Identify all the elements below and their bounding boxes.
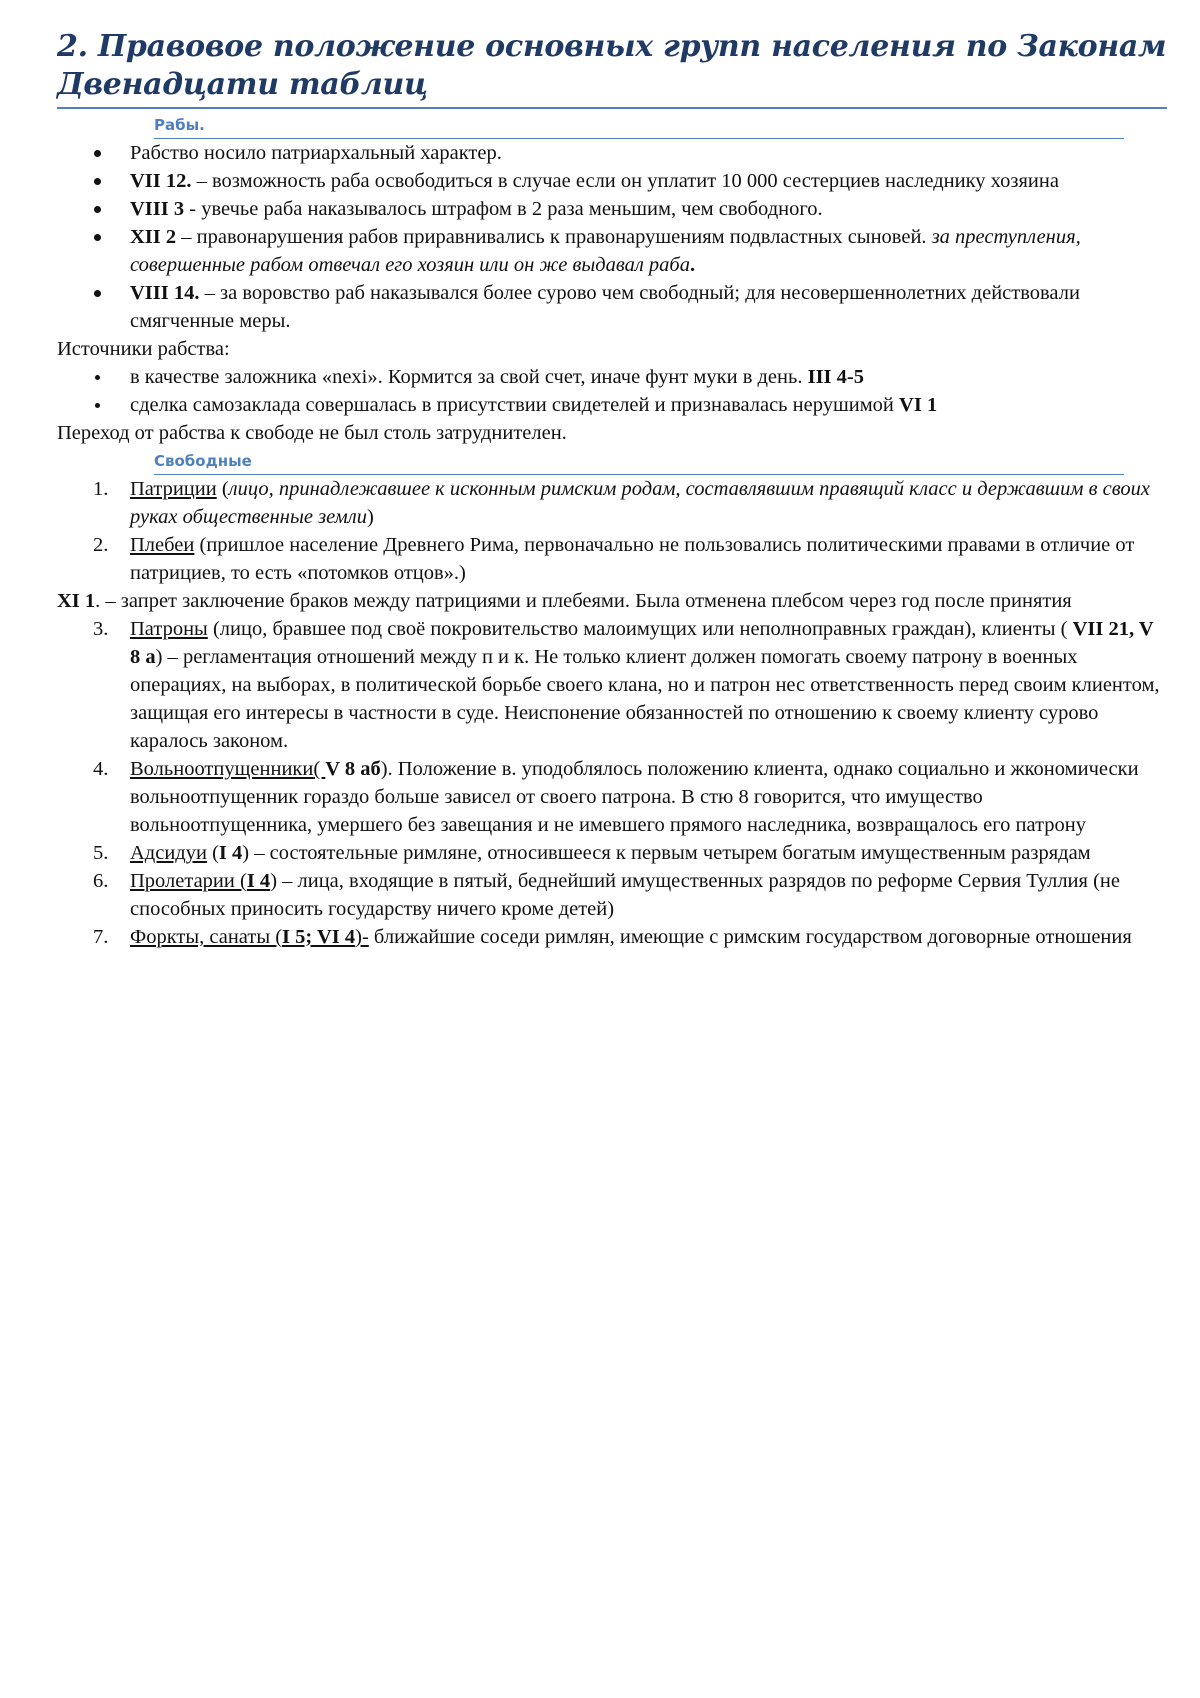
sources-list [57, 363, 1167, 419]
list-item: VIII 14. – за воровство раб наказывался более сурово чем свободный; для несовершеннолетних действовали смягченные меры. [57, 279, 1167, 335]
list-item: XII 2 – правонарушения рабов приравнивались к правонарушениям подвластных сыновей. за преступления, совершенные рабом отвечал его хозяин или он же выдавал раба. [57, 223, 1167, 279]
list-item: VII 12. – возможность раба освободиться в случае если он уплатит 10 000 сестерциев наследнику хозяина [57, 167, 1167, 195]
list-item: 4. Вольноотпущенники( V 8 аб). Положение в. уподоблялось положению клиента, однако социально и жкономически вольноотпущенник гораздо больше зависел от своего патрона. В стю 8 говорится, что имущество вольноотпущенника, умершего без завещания и не имевшего прямого наследника, возвращалось его патрону [93, 758, 1139, 836]
list-item: 7. Форкты, санаты (I 5; VI 4)- ближайшие соседи римлян, имеющие с римским государством договорные отношения [93, 926, 1132, 948]
list-item: Рабство носило патриархальный характер. [57, 139, 1167, 167]
list-item: VIII 3 - увечье раба наказывалось штрафом в 2 раза меньшим, чем свободного. [57, 195, 1167, 223]
section-heading-free: Свободные [154, 450, 1124, 475]
list-item: 5. Адсидуи (I 4) – состоятельные римляне, относившееся к первым четырем богатым имущественным разрядам [93, 842, 1091, 864]
free-list-b [57, 615, 1167, 951]
list-item: в качестве заложника «nexi». Кормится за свой счет, иначе фунт муки в день. III 4-5 [57, 363, 1167, 391]
list-item: сделка самозаклада совершалась в присутствии свидетелей и признавалась нерушимой VI 1 [57, 391, 1167, 419]
document-page [57, 28, 1167, 951]
xi-paragraph: XI 1. – запрет заключение браков между патрициями и плебеями. Была отменена плебсом через год после принятия [57, 590, 1072, 612]
list-item: 1. Патриции (лицо, принадлежавшее к исконным римским родам, составлявшим правящий класс и державшим в своих руках общественные земли) [93, 478, 1150, 528]
sources-label: Источники рабства: [57, 338, 230, 360]
slaves-list [57, 139, 1167, 335]
list-item: 3. Патроны (лицо, бравшее под своё покровительство малоимущих или неполноправных граждан), клиенты ( VII 21, V 8 а) – регламентация отношений между п и к. Не только клиент должен помогать своему патрону в военных операциях, на выборах, в политической борьбе своего клана, но и патрон нес ответственность перед своим клиентом, защищая его интересы в частности в суде. Неиспонение обязанностей по отношению к своему клиенту сурово каралось законом. [93, 618, 1160, 752]
list-item: 6. Пролетарии (I 4) – лица, входящие в пятый, беднейший имущественных разрядов по реформе Сервия Туллия (не способных приносить государству ничего кроме детей) [93, 870, 1120, 920]
list-item: 2. Плебеи (пришлое население Древнего Рима, первоначально не пользовались политическими правами в отличие от патрициев, то есть «потомков отцов».) [93, 534, 1135, 584]
free-list-a [57, 475, 1167, 587]
transition-paragraph: Переход от рабства к свободе не был столь затруднителен. [57, 422, 567, 444]
section-heading-slaves: Рабы. [154, 114, 1124, 139]
page-title: 2. Правовое положение основных групп населения по Законам Двенадцати таблиц [57, 28, 1167, 109]
